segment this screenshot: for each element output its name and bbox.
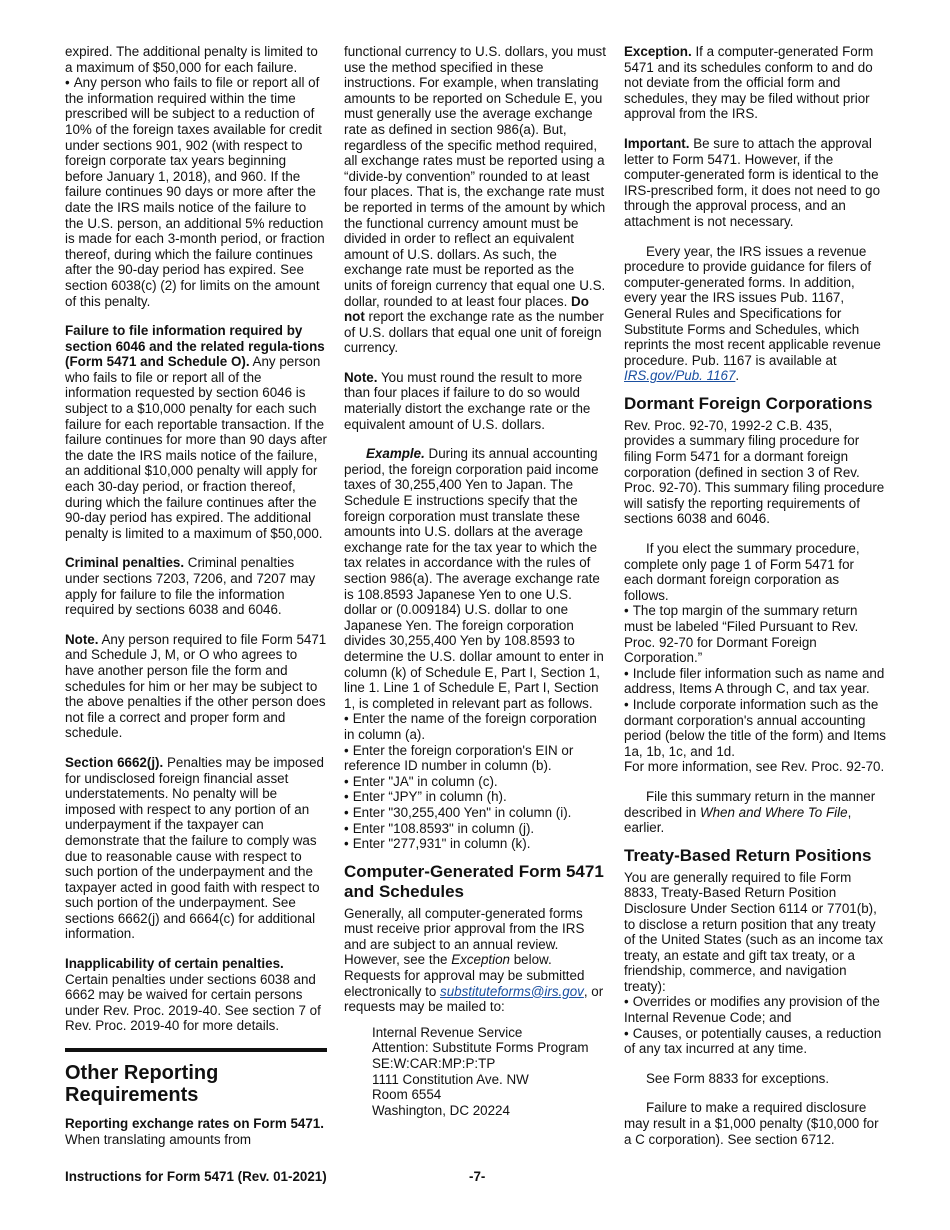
- bullet-item: [344, 789, 606, 805]
- column-left: [65, 44, 327, 1154]
- bullet-item: [344, 774, 606, 790]
- bullet-text: Include filer information such as name and address, Items A through C, and tax year.: [624, 665, 885, 697]
- bullet-item: [344, 743, 606, 774]
- paragraph: [624, 44, 886, 122]
- bullet-text: Enter “JPY” in column (h).: [352, 789, 507, 805]
- paragraph: [344, 906, 606, 1015]
- paragraph-text: , earlier.: [624, 804, 852, 836]
- column-right: [624, 44, 886, 1154]
- address-line: 1111 Constitution Ave. NW: [372, 1071, 529, 1087]
- paragraph-text: .: [735, 368, 740, 384]
- paragraph-text: During its annual accounting period, the foreign corporation paid income taxes of 30,255,400 Yen to Japan. The Schedule E instructions specify that the foreign corporation must translate these amounts into U.S. dollars at the average exchange rate for the tax year to which the tax relates in accordance with the rules of section 986(a). The average exchange rate is 108.8593 Japanese Yen to one U.S. dollar or (0.009184) U.S. dollar to one Japanese Yen. The foreign corporation divides 30,255,400 Yen by 108.8593 to determine the U.S. dollar amount to enter in column (k) of Schedule E, Part I, Section 1, line 1. Line 1 of Schedule E, Part I, Section 1, is completed in relevant part as follows.: [344, 446, 604, 711]
- bullet-text: Enter "108.8593" in column (j).: [352, 820, 535, 836]
- paragraph: [344, 446, 606, 711]
- run-in-heading: Example.: [366, 446, 425, 462]
- form-title: Instructions for Form 5471 (Rev. 01-2021): [65, 1169, 327, 1184]
- paragraph-text: below. Requests for approval may be submitted electronically to: [344, 952, 585, 999]
- paragraph: [65, 1116, 327, 1147]
- bullet-text: Include corporate information such as the dormant corporation's annual accounting period (below the title of the form) and Items 1a, 1b, 1c, and 1d.: [624, 696, 886, 759]
- bullet-text: Any person who fails to file or report all of the information required within the time prescribed will be subject to a reduction of 10% of the foreign taxes available for credit under sections 901, 902 (with respect to foreign corporate tax years beginning before January 1, 2018), and 960. If the failure continues 90 days or more after the date the IRS mails notice of the failure to the U.S. person, an additional 5% reduction is made for each 3-month period, or fraction thereof, during which the failure continues after the 90-day period has expired. See section 6038(c) (2) for limits on the amount of this penalty.: [65, 75, 325, 309]
- section-heading: Dormant Foreign Corporations: [624, 393, 873, 413]
- bullet-item: [344, 836, 606, 852]
- paragraph: expired. The additional penalty is limited to a maximum of $50,000 for each failure.: [65, 44, 318, 75]
- paragraph: You are generally required to file Form 8833, Treaty-Based Return Position Disclosure Under Section 6114 or 7701(b), to disclose a return position that any treaty of the United States (such as an income tax treaty, an estate and gift tax treaty, or a friendship, commerce, and navigation treaty):: [624, 869, 884, 994]
- bullet-item: [344, 805, 606, 821]
- bullet-item: [624, 603, 886, 665]
- bullet-item: [344, 711, 606, 742]
- paragraph-text: Criminal penalties under sections 7203, 7206, and 7207 may apply for failure to file the information required by sections 6038 and 6046.: [65, 555, 316, 618]
- run-in-heading: Note.: [65, 631, 99, 647]
- pub-1167-link[interactable]: IRS.gov/Pub. 1167: [624, 368, 736, 384]
- run-in-heading: Reporting exchange rates on Form 5471.: [65, 1116, 324, 1132]
- run-in-heading: Important.: [624, 135, 690, 151]
- paragraph: If you elect the summary procedure, complete only page 1 of Form 5471 for each dormant foreign corporation as follows.: [624, 541, 860, 603]
- address-line: Room 6554: [372, 1087, 442, 1103]
- run-in-heading: Failure to file information required by section 6046 and the related regula-tions (Form 5471 and Schedule O).: [65, 323, 325, 370]
- run-in-heading: Section 6662(j).: [65, 754, 164, 770]
- bullet-text: Enter "JA" in column (c).: [352, 773, 498, 789]
- paragraph: [65, 632, 327, 741]
- paragraph-text: Certain penalties under sections 6038 and 6662 may be waived for certain persons under Rev. Proc. 2019-40. See section 7 of Rev. Proc. 2019-40 for more details.: [65, 971, 321, 1034]
- bullet-text: The top margin of the summary return must be labeled “Filed Pursuant to Rev. Proc. 92-70 for Dormant Foreign Corporation.”: [624, 603, 859, 666]
- bullet-text: Enter the foreign corporation's EIN or reference ID number in column (b).: [344, 742, 574, 774]
- paragraph: For more information, see Rev. Proc. 92-70.: [624, 759, 885, 775]
- paragraph-text: When translating amounts from: [65, 1131, 252, 1147]
- bullet-item: [624, 666, 886, 697]
- address-line: Washington, DC 20224: [372, 1102, 510, 1118]
- paragraph-text: Be sure to attach the approval letter to Form 5471. However, if the computer-generated form is identical to the IRS-prescribed form, it does not need to go through the approval process, and an attachment is not necessary.: [624, 135, 881, 229]
- run-in-heading: Criminal penalties.: [65, 555, 185, 571]
- email-link[interactable]: substituteforms@irs.gov: [440, 983, 584, 999]
- paragraph: [65, 323, 327, 541]
- bullet-text: Enter "30,255,400 Yen" in column (i).: [352, 804, 572, 820]
- bullet-item: [65, 75, 327, 309]
- paragraph-text: You must round the result to more than four places if failure to do so would materially distort the exchange rate or the equivalent amount of U.S. dollars.: [344, 369, 591, 432]
- paragraph-text: Penalties may be imposed for undisclosed foreign financial asset understatements. No penalty will be imposed with respect to any portion of an underpayment if the taxpayer can demonstrate that the failure to comply was due to reasonable cause with respect to such portion of the underpayment and the taxpayer acted in good faith with respect to such portion of the underpayment. See sections 6662(j) and 6664(c) for additional information.: [65, 754, 325, 942]
- page-number: -7-: [469, 1169, 486, 1184]
- bullet-text: Enter the name of the foreign corporation in column (a).: [344, 711, 597, 742]
- bullet-text: Causes, or potentially causes, a reduction of any tax incurred at any time.: [624, 1025, 882, 1057]
- paragraph-text: If a computer-generated Form 5471 and its schedules conform to and do not deviate from the official form and schedules, they may be filed without prior approval from the IRS.: [624, 44, 874, 122]
- paragraph-text: Any person who fails to file or report all of the information requested by section 6046 is subject to a $10,000 penalty for each such failure for each reportable transaction. If the failure continues for more than 90 days after the date the IRS mails notice of the failure, an additional $10,000 penalty will apply for each 30-day period, or fraction thereof, during which the failure continues after the 90-day period has expired. The additional penalty is limited to a maximum of $50,000.: [65, 354, 328, 541]
- paragraph-text: functional currency to U.S. dollars, you must use the method specified in these instructions. For example, when translating amounts to be reported on Schedule E, you must generally use the average exchange rate as defined in section 986(a). But, regardless of the specific method required, all exchange rates must be reported using a “divide-by convention” rounded to at least four places. That is, the exchange rate must be reported in terms of the amount by which the functional currency amount must be divided in order to reflect an equivalent amount of U.S. dollars. As such, the exchange rate must be reported as the units of foreign currency that equal one U.S. dollar, rounded to at least four places.: [344, 44, 606, 309]
- paragraph: Rev. Proc. 92-70, 1992-2 C.B. 435, provides a summary filing procedure for filing Form 5471 for a dormant foreign corporation (defined in section 3 of Rev. Proc. 92-70). This summary filing procedure will satisfy the reporting requirements of sections 6038 and 6046.: [624, 417, 885, 527]
- paragraph: [624, 244, 886, 384]
- address-line: Attention: Substitute Forms Program: [372, 1040, 589, 1056]
- run-in-heading: Exception.: [624, 44, 692, 59]
- address-line: Internal Revenue Service: [372, 1024, 523, 1040]
- address-line: SE:W:CAR:MP:P:TP: [372, 1056, 496, 1072]
- run-in-heading: Note.: [344, 369, 378, 385]
- bullet-item: [624, 1026, 886, 1057]
- paragraph: [624, 789, 886, 836]
- run-in-heading: Inapplicability of certain penalties.: [65, 956, 284, 972]
- column-middle: [344, 44, 606, 1118]
- section-rule: [65, 1048, 327, 1052]
- paragraph: [65, 755, 327, 942]
- bullet-item: [344, 821, 606, 837]
- section-heading: Other Reporting Requirements: [65, 1062, 219, 1107]
- paragraph: [344, 370, 606, 432]
- paragraph-text: Any person required to file Form 5471 and Schedule J, M, or O who agrees to have another person file the form and schedules for him or her may be subject to the above penalties if the other person does not file a correct and proper form and schedule.: [65, 631, 327, 741]
- cross-reference: When and Where To File: [699, 804, 848, 820]
- paragraph-text: File this summary return in the manner described in: [624, 788, 876, 820]
- paragraph: [624, 136, 886, 230]
- bullet-text: Overrides or modifies any provision of the Internal Revenue Code; and: [624, 994, 880, 1026]
- emphasis: Do not: [344, 293, 589, 325]
- bullet-item: [624, 697, 886, 759]
- paragraph: [65, 555, 327, 617]
- mailing-address: [372, 1025, 606, 1119]
- paragraph-text: report the exchange rate as the number of U.S. dollars that equal one unit of foreign currency.: [344, 309, 604, 356]
- paragraph: [344, 44, 606, 356]
- section-heading: Computer-Generated Form 5471 and Schedules: [344, 861, 604, 901]
- section-heading: Treaty-Based Return Positions: [624, 845, 872, 865]
- paragraph-text: Generally, all computer-generated forms must receive prior approval from the IRS and are subject to an annual review. However, see the: [344, 905, 585, 968]
- bullet-item: [624, 994, 886, 1025]
- paragraph: [65, 956, 327, 1034]
- cross-reference: Exception: [451, 952, 510, 968]
- paragraph: Failure to make a required disclosure may result in a $1,000 penalty ($10,000 for a C corporation). See section 6712.: [624, 1100, 879, 1147]
- paragraph: See Form 8833 for exceptions.: [646, 1070, 830, 1086]
- bullet-text: Enter "277,931" in column (k).: [352, 836, 531, 852]
- paragraph-text: Every year, the IRS issues a revenue procedure to provide guidance for filers of computer-generated forms. In addition, every year the IRS issues Pub. 1167, General Rules and Specifications for Substitute Forms and Schedules, which reprints the most recent applicable revenue procedure. Pub. 1167 is available at: [624, 243, 881, 368]
- paragraph-text: , or requests may be mailed to:: [344, 983, 604, 1015]
